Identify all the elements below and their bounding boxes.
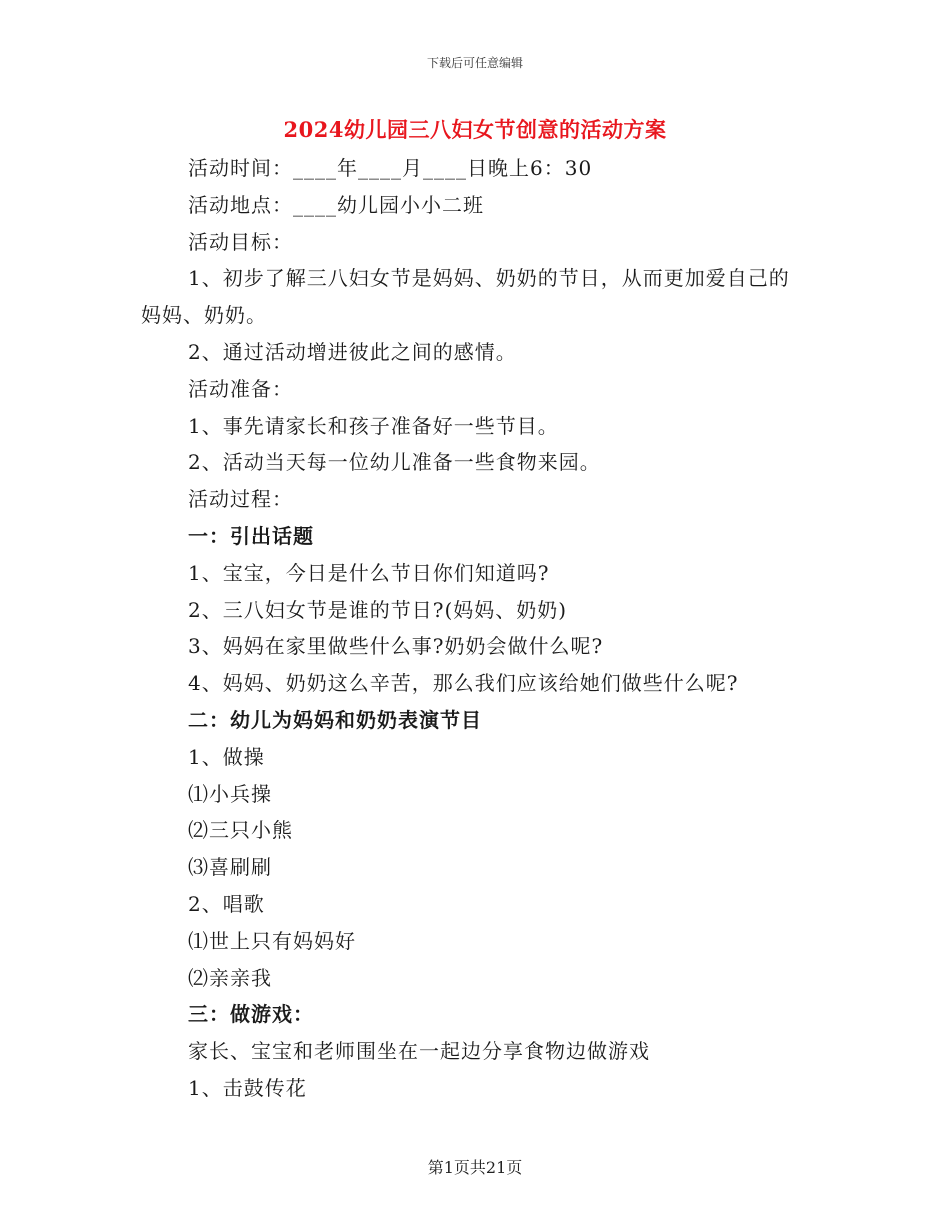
body-line: 家长、宝宝和老师围坐在一起边分享食物边做游戏 <box>188 1039 650 1064</box>
document-title: 2024幼儿园三八妇女节创意的活动方案 <box>283 117 667 142</box>
body-line: 1、做操 <box>188 744 265 769</box>
body-line: ⑵三只小熊 <box>188 818 293 843</box>
body-line: ⑵亲亲我 <box>188 965 272 990</box>
body-line: ⑶喜刷刷 <box>188 855 272 880</box>
body-line: ⑴世上只有妈妈好 <box>188 928 356 953</box>
section-heading: 二：幼儿为妈妈和奶奶表演节目 <box>188 707 482 732</box>
body-line: 2、活动当天每一位幼儿准备一些食物来园。 <box>188 450 601 475</box>
section-heading: 一：引出话题 <box>188 523 314 548</box>
body-line: 活动过程： <box>188 487 293 512</box>
body-line: 活动时间：____年____月____日晚上6：30 <box>188 156 593 180</box>
body-line: ⑴小兵操 <box>188 781 272 806</box>
page-footer: 第1页共21页 <box>427 1158 523 1177</box>
section-heading: 三：做游戏： <box>188 1002 314 1027</box>
body-line: 1、事先请家长和孩子准备好一些节目。 <box>188 413 559 438</box>
body-line: 妈妈、奶奶。 <box>141 303 267 328</box>
body-line: 1、初步了解三八妇女节是妈妈、奶奶的节日，从而更加爱自己的 <box>188 266 790 291</box>
body-line: 活动目标： <box>188 229 293 254</box>
body-line: 3、妈妈在家里做些什么事?奶奶会做什么呢? <box>188 634 604 659</box>
body-line: 2、三八妇女节是谁的节日?(妈妈、奶奶) <box>188 597 568 622</box>
body-line: 活动准备： <box>188 376 293 401</box>
body-line: 2、唱歌 <box>188 891 265 916</box>
page-header: 下载后可任意编辑 <box>426 56 523 70</box>
body-line: 1、宝宝，今日是什么节日你们知道吗? <box>188 560 550 585</box>
document-body <box>141 150 821 1107</box>
body-line: 2、通过活动增进彼此之间的感情。 <box>188 339 517 364</box>
body-line: 1、击鼓传花 <box>188 1075 307 1100</box>
body-line: 活动地点：____幼儿园小小二班 <box>188 192 484 217</box>
body-line: 4、妈妈、奶奶这么辛苦，那么我们应该给她们做些什么呢? <box>188 671 739 696</box>
